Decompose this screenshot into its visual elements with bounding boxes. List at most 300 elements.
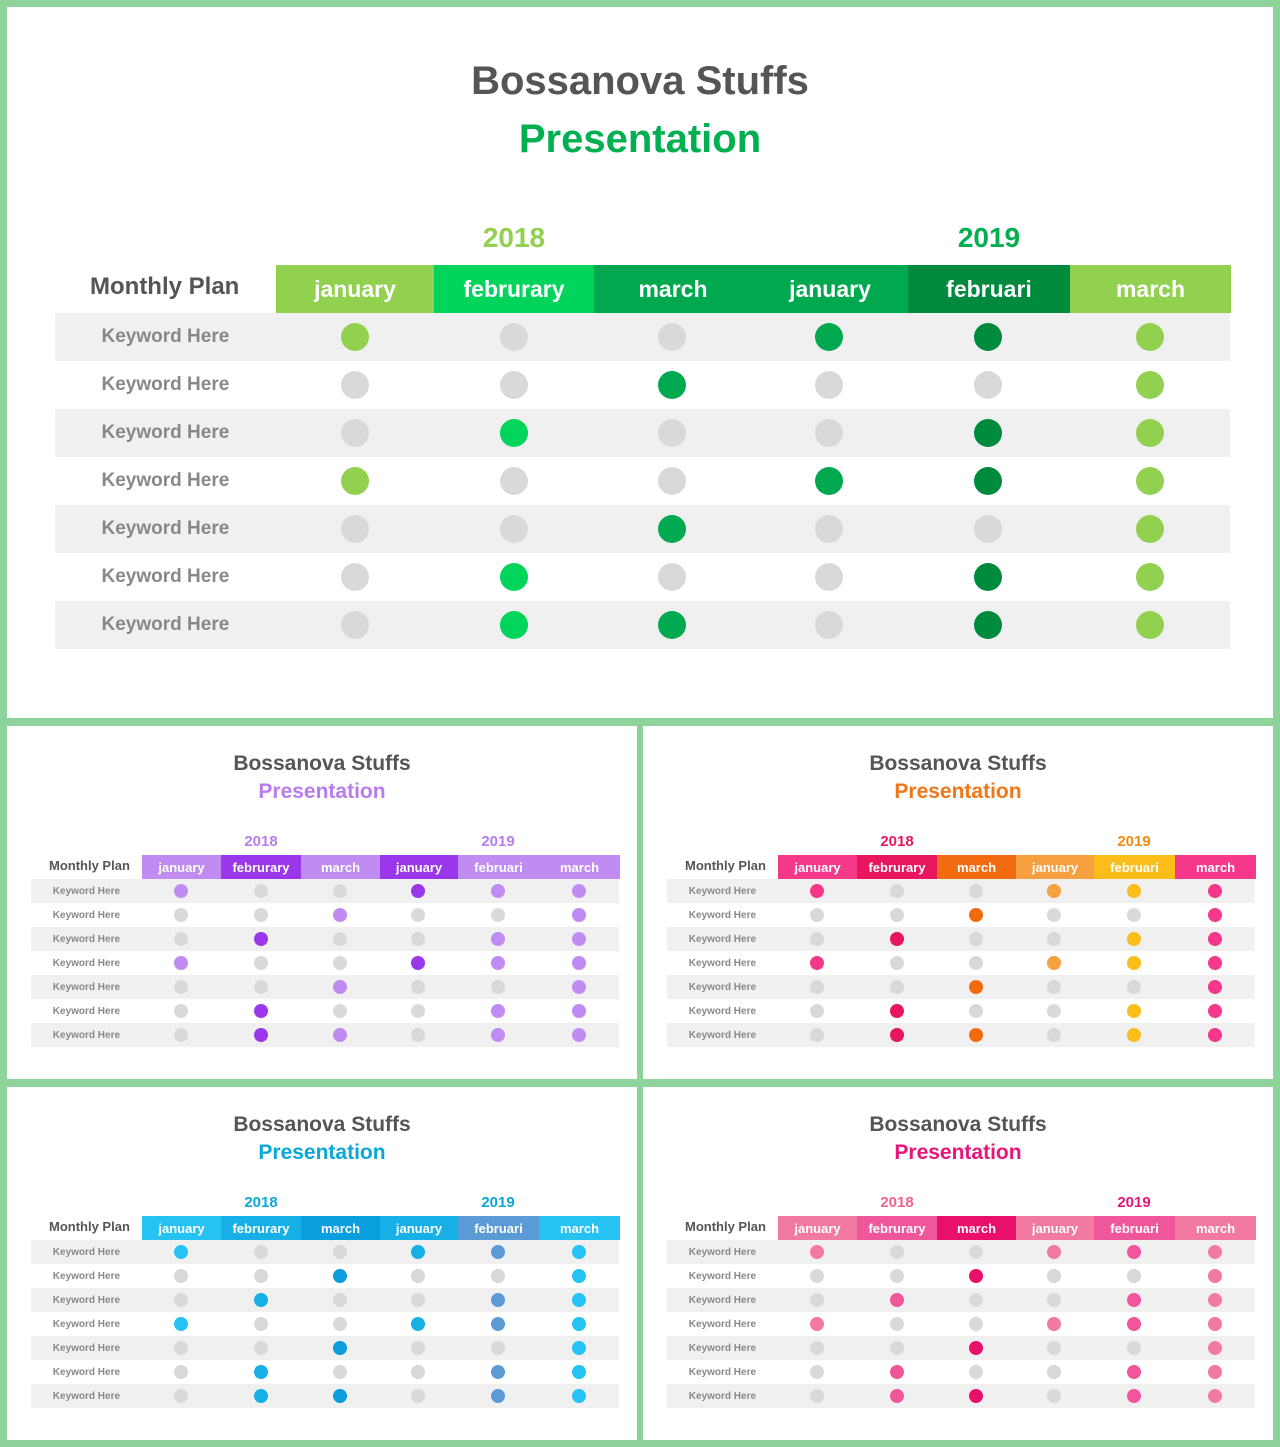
keyword-row — [31, 951, 619, 975]
dot-cell — [538, 1240, 619, 1264]
active-dot — [572, 1341, 586, 1355]
dot-cell — [751, 601, 907, 649]
active-dot — [491, 1245, 505, 1259]
inactive-dot — [658, 323, 686, 351]
inactive-dot — [491, 1341, 505, 1355]
dot-cell — [1174, 927, 1255, 951]
slide-blue — [7, 1087, 637, 1440]
dot-cell — [276, 457, 434, 505]
keyword-label: Keyword Here — [101, 566, 230, 587]
month-header-march: march — [1175, 855, 1256, 879]
dot-cell — [1174, 1336, 1255, 1360]
dot-cell — [857, 975, 937, 999]
active-dot — [1208, 980, 1222, 994]
dot-cell — [937, 1264, 1016, 1288]
dot-cell — [276, 553, 434, 601]
dot-cell — [379, 1336, 457, 1360]
active-dot — [333, 1028, 347, 1042]
dot-cell — [301, 1312, 380, 1336]
dot-cell — [276, 505, 434, 553]
active-dot — [1127, 1245, 1141, 1259]
slide-subtitle: Presentation — [894, 1141, 1022, 1164]
month-header-februari: februari — [458, 855, 539, 879]
keyword-label: Keyword Here — [688, 1270, 757, 1282]
inactive-dot — [1047, 908, 1061, 922]
keyword-row — [667, 975, 1255, 999]
dot-cell — [1015, 1336, 1093, 1360]
keyword-row — [667, 1264, 1255, 1288]
active-dot — [341, 467, 369, 495]
dot-cell — [1015, 927, 1093, 951]
month-header-january: january — [1016, 855, 1094, 879]
inactive-dot — [815, 611, 843, 639]
dot-cell — [594, 553, 752, 601]
active-dot — [1208, 908, 1222, 922]
dot-cell — [778, 1312, 857, 1336]
active-dot — [974, 419, 1002, 447]
active-dot — [333, 1341, 347, 1355]
keyword-label: Keyword Here — [52, 1390, 121, 1402]
inactive-dot — [174, 932, 188, 946]
active-dot — [1208, 1317, 1222, 1331]
dot-cell — [142, 927, 221, 951]
month-header-februrary: februrary — [857, 1216, 937, 1240]
dot-cell — [778, 1288, 857, 1312]
dot-cell — [221, 951, 301, 975]
active-dot — [1127, 932, 1141, 946]
dot-cell — [434, 553, 594, 601]
keyword-label: Keyword Here — [52, 1318, 121, 1330]
month-header-january: january — [276, 265, 434, 313]
month-header-februari: februari — [1094, 855, 1175, 879]
dot-cell — [1093, 1023, 1174, 1047]
dot-cell — [379, 975, 457, 999]
keyword-row — [667, 1023, 1255, 1047]
inactive-dot — [333, 932, 347, 946]
active-dot — [810, 884, 824, 898]
dot-cell — [301, 1336, 380, 1360]
active-dot — [1136, 515, 1164, 543]
dot-cell — [857, 1360, 937, 1384]
inactive-dot — [810, 1028, 824, 1042]
active-dot — [572, 980, 586, 994]
active-dot — [1136, 467, 1164, 495]
dot-cell — [457, 1240, 538, 1264]
inactive-dot — [974, 515, 1002, 543]
month-header-februrary: februrary — [221, 1216, 301, 1240]
dot-cell — [907, 601, 1069, 649]
dot-cell — [457, 1336, 538, 1360]
dot-cell — [857, 1312, 937, 1336]
dot-cell — [142, 1312, 221, 1336]
month-header-january: january — [380, 855, 458, 879]
dot-cell — [1093, 1288, 1174, 1312]
keyword-label: Keyword Here — [52, 1342, 121, 1354]
year-label-2018: 2018 — [244, 1194, 278, 1211]
month-header-februrary: februrary — [857, 855, 937, 879]
active-dot — [1208, 1365, 1222, 1379]
inactive-dot — [890, 1245, 904, 1259]
active-dot — [254, 1293, 268, 1307]
month-header-january: january — [380, 1216, 458, 1240]
month-header-march: march — [937, 1216, 1016, 1240]
month-header-march: march — [1070, 265, 1231, 313]
slide-title: Bossanova Stuffs — [471, 59, 809, 103]
dot-cell — [937, 1336, 1016, 1360]
dot-cell — [751, 505, 907, 553]
active-dot — [1127, 956, 1141, 970]
keyword-label: Keyword Here — [688, 885, 757, 897]
inactive-dot — [411, 980, 425, 994]
dot-cell — [221, 1288, 301, 1312]
inactive-dot — [254, 1245, 268, 1259]
keyword-label: Keyword Here — [101, 470, 230, 491]
dot-cell — [379, 927, 457, 951]
dot-cell — [301, 879, 380, 903]
inactive-dot — [254, 1317, 268, 1331]
inactive-dot — [969, 884, 983, 898]
active-dot — [491, 932, 505, 946]
inactive-dot — [1047, 1269, 1061, 1283]
month-header-january: january — [1016, 1216, 1094, 1240]
inactive-dot — [333, 1317, 347, 1331]
keyword-label: Keyword Here — [52, 933, 121, 945]
month-header-row — [778, 1216, 1256, 1240]
active-dot — [890, 1365, 904, 1379]
keyword-row — [667, 927, 1255, 951]
dot-cell — [1174, 903, 1255, 927]
active-dot — [1047, 884, 1061, 898]
keyword-row — [31, 1264, 619, 1288]
dot-cell — [778, 1336, 857, 1360]
keyword-label: Keyword Here — [52, 885, 121, 897]
dot-cell — [301, 1360, 380, 1384]
dot-cell — [379, 1264, 457, 1288]
dot-cell — [221, 1360, 301, 1384]
keyword-row — [667, 1384, 1255, 1408]
dot-cell — [937, 999, 1016, 1023]
month-header-row — [276, 265, 1231, 313]
dot-cell — [1093, 951, 1174, 975]
dot-cell — [1093, 903, 1174, 927]
active-dot — [1208, 1389, 1222, 1403]
active-dot — [572, 1389, 586, 1403]
dot-cell — [457, 975, 538, 999]
dot-cell — [857, 999, 937, 1023]
dot-cell — [857, 903, 937, 927]
dot-cell — [1093, 975, 1174, 999]
dot-cell — [1093, 1240, 1174, 1264]
month-header-march: march — [539, 855, 620, 879]
keyword-row — [31, 999, 619, 1023]
dot-cell — [301, 951, 380, 975]
dot-cell — [594, 313, 752, 361]
keyword-label: Keyword Here — [52, 981, 121, 993]
keyword-row — [667, 999, 1255, 1023]
dot-cell — [538, 903, 619, 927]
dot-cell — [538, 1384, 619, 1408]
dot-cell — [221, 1312, 301, 1336]
inactive-dot — [174, 1293, 188, 1307]
dot-cell — [538, 1023, 619, 1047]
keyword-label: Keyword Here — [52, 1029, 121, 1041]
month-header-january: january — [778, 1216, 857, 1240]
dot-cell — [1174, 1240, 1255, 1264]
dot-cell — [301, 975, 380, 999]
active-dot — [333, 1389, 347, 1403]
keyword-row — [667, 1288, 1255, 1312]
inactive-dot — [411, 1028, 425, 1042]
dot-cell — [1069, 313, 1230, 361]
dot-cell — [301, 999, 380, 1023]
dot-cell — [1174, 1264, 1255, 1288]
inactive-dot — [810, 1269, 824, 1283]
inactive-dot — [969, 1245, 983, 1259]
monthly-plan-label: Monthly Plan — [90, 273, 240, 300]
dot-cell — [457, 1312, 538, 1336]
keyword-label: Keyword Here — [688, 1005, 757, 1017]
active-dot — [254, 1389, 268, 1403]
active-dot — [1047, 1245, 1061, 1259]
dot-cell — [778, 1360, 857, 1384]
dot-cell — [937, 1023, 1016, 1047]
inactive-dot — [491, 980, 505, 994]
dot-cell — [457, 1264, 538, 1288]
active-dot — [174, 884, 188, 898]
dot-cell — [857, 1023, 937, 1047]
keyword-label: Keyword Here — [688, 1390, 757, 1402]
active-dot — [491, 1293, 505, 1307]
active-dot — [1208, 1245, 1222, 1259]
inactive-dot — [341, 563, 369, 591]
dot-cell — [221, 1384, 301, 1408]
active-dot — [974, 611, 1002, 639]
dot-cell — [1015, 1312, 1093, 1336]
keyword-row — [31, 1360, 619, 1384]
dot-cell — [457, 999, 538, 1023]
dot-cell — [778, 1384, 857, 1408]
active-dot — [810, 1245, 824, 1259]
dot-cell — [142, 1288, 221, 1312]
year-label-2019: 2019 — [481, 1194, 515, 1211]
inactive-dot — [333, 1365, 347, 1379]
dot-cell — [538, 879, 619, 903]
dot-cell — [937, 1312, 1016, 1336]
dot-cell — [907, 505, 1069, 553]
dot-cell — [142, 975, 221, 999]
dot-cell — [538, 1288, 619, 1312]
keyword-row — [667, 903, 1255, 927]
dot-cell — [221, 1023, 301, 1047]
dot-cell — [1069, 409, 1230, 457]
active-dot — [1208, 1293, 1222, 1307]
month-header-februrary: februrary — [221, 855, 301, 879]
active-dot — [974, 563, 1002, 591]
inactive-dot — [815, 419, 843, 447]
active-dot — [1208, 1269, 1222, 1283]
active-dot — [174, 956, 188, 970]
dot-cell — [937, 975, 1016, 999]
active-dot — [815, 323, 843, 351]
month-header-march: march — [539, 1216, 620, 1240]
keyword-label: Keyword Here — [688, 1294, 757, 1306]
inactive-dot — [810, 1389, 824, 1403]
inactive-dot — [969, 1317, 983, 1331]
dot-cell — [857, 1240, 937, 1264]
inactive-dot — [810, 1341, 824, 1355]
slide-title: Bossanova Stuffs — [233, 752, 411, 775]
active-dot — [572, 1365, 586, 1379]
active-dot — [341, 323, 369, 351]
inactive-dot — [1127, 1269, 1141, 1283]
inactive-dot — [333, 1245, 347, 1259]
slide-purple — [7, 726, 637, 1079]
slide-subtitle: Presentation — [258, 1141, 386, 1164]
dot-cell — [221, 1240, 301, 1264]
year-label-2019: 2019 — [481, 833, 515, 850]
month-header-row — [142, 1216, 620, 1240]
dot-cell — [1015, 999, 1093, 1023]
slide-orange — [643, 726, 1273, 1079]
keyword-label: Keyword Here — [688, 1318, 757, 1330]
dot-cell — [142, 903, 221, 927]
dot-cell — [221, 879, 301, 903]
inactive-dot — [500, 467, 528, 495]
dot-cell — [221, 999, 301, 1023]
dot-cell — [1093, 1384, 1174, 1408]
inactive-dot — [890, 980, 904, 994]
active-dot — [1136, 611, 1164, 639]
inactive-dot — [254, 1341, 268, 1355]
inactive-dot — [174, 1269, 188, 1283]
dot-cell — [937, 1240, 1016, 1264]
month-header-februari: februari — [458, 1216, 539, 1240]
active-dot — [969, 908, 983, 922]
month-header-row — [142, 855, 620, 879]
active-dot — [491, 1004, 505, 1018]
month-header-march: march — [937, 855, 1016, 879]
inactive-dot — [174, 1028, 188, 1042]
inactive-dot — [815, 371, 843, 399]
dot-cell — [1093, 1264, 1174, 1288]
dot-cell — [778, 975, 857, 999]
inactive-dot — [974, 371, 1002, 399]
keyword-row — [31, 1240, 619, 1264]
active-dot — [1127, 1389, 1141, 1403]
dot-cell — [142, 1384, 221, 1408]
active-dot — [1136, 323, 1164, 351]
dot-cell — [1174, 975, 1255, 999]
keyword-row — [667, 879, 1255, 903]
dot-cell — [142, 1023, 221, 1047]
inactive-dot — [1127, 1341, 1141, 1355]
inactive-dot — [333, 884, 347, 898]
dot-cell — [379, 1312, 457, 1336]
inactive-dot — [500, 323, 528, 351]
month-header-january: january — [752, 265, 908, 313]
dot-cell — [301, 927, 380, 951]
keyword-row — [55, 313, 1230, 361]
dot-cell — [778, 903, 857, 927]
active-dot — [658, 611, 686, 639]
monthly-plan-label: Monthly Plan — [685, 858, 766, 873]
dot-cell — [457, 951, 538, 975]
dot-cell — [907, 313, 1069, 361]
dot-cell — [276, 409, 434, 457]
monthly-plan-label: Monthly Plan — [685, 1219, 766, 1234]
dot-cell — [301, 1264, 380, 1288]
dot-cell — [1174, 1312, 1255, 1336]
dot-cell — [857, 1336, 937, 1360]
inactive-dot — [810, 932, 824, 946]
keyword-row — [31, 1023, 619, 1047]
active-dot — [572, 1004, 586, 1018]
inactive-dot — [333, 956, 347, 970]
dot-cell — [594, 601, 752, 649]
inactive-dot — [969, 1004, 983, 1018]
dot-cell — [142, 1264, 221, 1288]
inactive-dot — [969, 956, 983, 970]
dot-cell — [751, 457, 907, 505]
active-dot — [1127, 1028, 1141, 1042]
dot-cell — [1069, 601, 1230, 649]
dot-cell — [1015, 1240, 1093, 1264]
dot-cell — [1069, 457, 1230, 505]
inactive-dot — [810, 1365, 824, 1379]
inactive-dot — [411, 1004, 425, 1018]
keyword-label: Keyword Here — [688, 1029, 757, 1041]
inactive-dot — [411, 908, 425, 922]
inactive-dot — [491, 1269, 505, 1283]
slide-subtitle: Presentation — [518, 117, 762, 161]
inactive-dot — [890, 884, 904, 898]
active-dot — [974, 467, 1002, 495]
dot-cell — [907, 409, 1069, 457]
dot-cell — [276, 313, 434, 361]
dot-cell — [857, 951, 937, 975]
inactive-dot — [174, 1389, 188, 1403]
inactive-dot — [254, 884, 268, 898]
dot-cell — [1069, 361, 1230, 409]
active-dot — [572, 1245, 586, 1259]
dot-cell — [538, 999, 619, 1023]
inactive-dot — [174, 908, 188, 922]
inactive-dot — [1047, 1028, 1061, 1042]
inactive-dot — [1047, 1004, 1061, 1018]
active-dot — [491, 1028, 505, 1042]
dot-cell — [538, 1264, 619, 1288]
inactive-dot — [810, 1293, 824, 1307]
keyword-row — [667, 1240, 1255, 1264]
inactive-dot — [174, 980, 188, 994]
month-header-row — [778, 855, 1256, 879]
keyword-label: Keyword Here — [688, 1246, 757, 1258]
active-dot — [810, 956, 824, 970]
active-dot — [1208, 1028, 1222, 1042]
dot-cell — [434, 313, 594, 361]
keyword-label: Keyword Here — [101, 374, 230, 395]
dot-cell — [937, 879, 1016, 903]
dot-cell — [778, 1023, 857, 1047]
active-dot — [969, 1269, 983, 1283]
active-dot — [411, 1317, 425, 1331]
monthly-plan-label: Monthly Plan — [49, 858, 130, 873]
active-dot — [411, 884, 425, 898]
dot-cell — [457, 1384, 538, 1408]
inactive-dot — [969, 1293, 983, 1307]
active-dot — [572, 1269, 586, 1283]
active-dot — [491, 884, 505, 898]
